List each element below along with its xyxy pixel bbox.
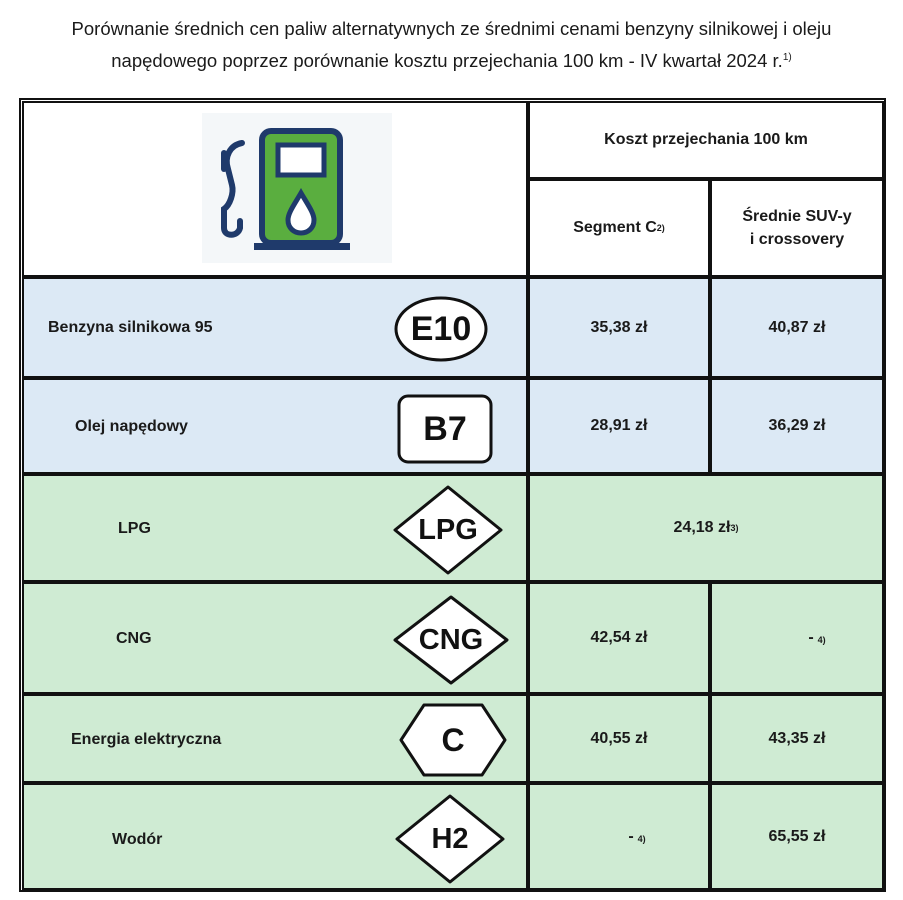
- suv-header: Średnie SUV-y i crossovery: [710, 179, 884, 277]
- segment-c-header: Segment C 2): [528, 179, 710, 277]
- fuel-label: CNG: [116, 630, 152, 647]
- table-row: [22, 783, 528, 890]
- segment-c-value: 40,55 zł: [528, 694, 710, 783]
- badge-b7: B7: [397, 394, 493, 464]
- segment-c-value: - 4): [528, 783, 710, 890]
- suv-value: 40,87 zł: [710, 277, 884, 378]
- cng-footnote: 4): [817, 635, 826, 645]
- page-title: [0, 14, 903, 75]
- title-line-1: Porównanie średnich cen paliw alternatywnych ze średnimi cenami benzyny silnikowej i oleju: [71, 18, 832, 39]
- badge-h2: H2: [394, 793, 506, 885]
- fuel-label: Olej napędowy: [75, 418, 188, 435]
- suv-value: 65,55 zł: [710, 783, 884, 890]
- table-row: [22, 474, 528, 582]
- header-icon-cell: [22, 101, 528, 277]
- fuel-label: Wodór: [112, 831, 163, 848]
- fuel-label: Energia elektryczna: [71, 731, 222, 748]
- suv-value: 43,35 zł: [710, 694, 884, 783]
- fuel-pump-icon: [202, 113, 392, 263]
- suv-value: 36,29 zł: [710, 378, 884, 474]
- table-row: [22, 277, 528, 378]
- fuel-label: LPG: [118, 520, 151, 537]
- cost-header: Koszt przejechania 100 km: [528, 101, 884, 179]
- segment-c-value: 35,38 zł: [528, 277, 710, 378]
- badge-lpg: LPG: [392, 484, 504, 576]
- table-row: [22, 378, 528, 474]
- badge-e10: E10: [393, 295, 489, 363]
- lpg-footnote: 3): [730, 523, 739, 533]
- suv-value: - 4): [710, 582, 884, 694]
- table-row: [22, 582, 528, 694]
- badge-c: C: [398, 702, 508, 778]
- title-footnote: 1): [782, 52, 792, 63]
- combined-value: 24,18 zł 3): [528, 474, 884, 582]
- fuel-label: Benzyna silnikowa 95: [48, 319, 213, 336]
- title-line-2: napędowego poprzez porównanie kosztu przejechania 100 km - IV kwartał 2024 r.$^{1)}$: [111, 50, 792, 71]
- table-row: [22, 694, 528, 783]
- segment-c-value: 28,91 zł: [528, 378, 710, 474]
- h2-footnote: 4): [637, 833, 646, 844]
- segment-c-value: 42,54 zł: [528, 582, 710, 694]
- badge-cng: CNG: [392, 594, 510, 686]
- segment-c-footnote: 2): [656, 223, 665, 233]
